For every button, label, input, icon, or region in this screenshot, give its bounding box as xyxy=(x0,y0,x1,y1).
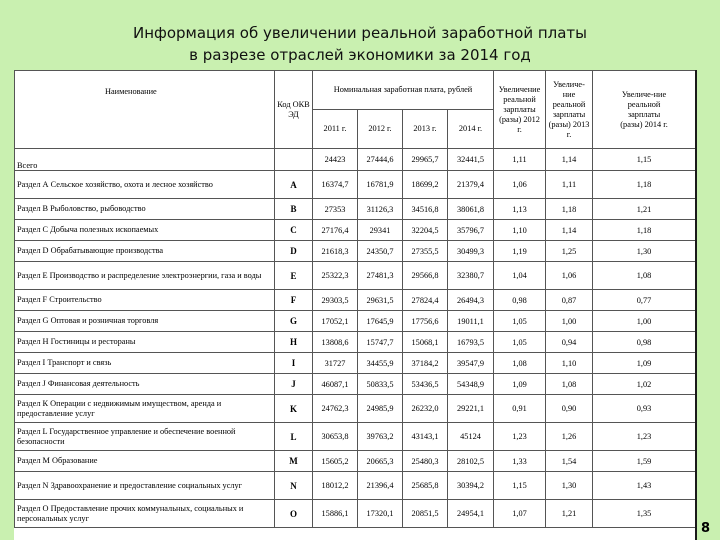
row-code: I xyxy=(275,353,313,374)
row-value: 1,30 xyxy=(593,241,695,262)
row-value: 30499,3 xyxy=(448,241,494,262)
row-value: 1,14 xyxy=(546,220,593,241)
row-value: 1,09 xyxy=(494,374,546,395)
row-value: 1,30 xyxy=(546,472,593,500)
row-name: Раздел I Транспорт и связь xyxy=(15,353,275,374)
row-value: 0,87 xyxy=(546,290,593,311)
row-value: 1,23 xyxy=(593,423,695,451)
row-name: Раздел Е Производство и распределение электроэнергии, газа и воды xyxy=(15,262,275,290)
header-name: Наименование xyxy=(15,71,275,149)
row-code: D xyxy=(275,241,313,262)
row-value: 39547,9 xyxy=(448,353,494,374)
row-value: 19011,1 xyxy=(448,311,494,332)
row-code: N xyxy=(275,472,313,500)
row-value: 27355,5 xyxy=(403,241,448,262)
row-value: 21618,3 xyxy=(313,241,358,262)
row-code: H xyxy=(275,332,313,353)
row-value: 1,59 xyxy=(593,451,695,472)
table-row xyxy=(15,500,696,528)
row-value: 0,94 xyxy=(546,332,593,353)
row-value: 29221,1 xyxy=(448,395,494,423)
row-value: 45124 xyxy=(448,423,494,451)
row-name: Раздел F Строительство xyxy=(15,290,275,311)
row-value: 21396,4 xyxy=(358,472,403,500)
row-value: 17756,6 xyxy=(403,311,448,332)
page-number: 8 xyxy=(700,521,710,536)
row-value: 30394,2 xyxy=(448,472,494,500)
table-row xyxy=(15,199,696,220)
table-container xyxy=(14,70,695,540)
header-growth-2013: Увеличе-ние реальной зарплаты (разы) 2013 г. xyxy=(546,71,593,149)
row-value: 1,21 xyxy=(593,199,695,220)
row-value: 15747,7 xyxy=(358,332,403,353)
row-value: 20665,3 xyxy=(358,451,403,472)
row-value: 1,06 xyxy=(546,262,593,290)
row-value: 1,10 xyxy=(494,220,546,241)
row-value: 39763,2 xyxy=(358,423,403,451)
header-year-2011: 2011 г. xyxy=(313,110,358,149)
table-body xyxy=(15,149,696,528)
row-value: 1,19 xyxy=(494,241,546,262)
row-value: 0,90 xyxy=(546,395,593,423)
row-name: Раздел J Финансовая деятельность xyxy=(15,374,275,395)
table-row xyxy=(15,220,696,241)
row-value: 0,98 xyxy=(494,290,546,311)
row-value: 29303,5 xyxy=(313,290,358,311)
row-value: 1,00 xyxy=(546,311,593,332)
table-row xyxy=(15,332,696,353)
row-value: 1,15 xyxy=(494,472,546,500)
row-value: 17320,1 xyxy=(358,500,403,528)
row-value: 1,43 xyxy=(593,472,695,500)
table-row xyxy=(15,472,696,500)
table-row xyxy=(15,423,696,451)
table-row xyxy=(15,374,696,395)
row-value: 1,04 xyxy=(494,262,546,290)
row-value: 17052,1 xyxy=(313,311,358,332)
row-value: 1,18 xyxy=(546,199,593,220)
row-value: 34516,8 xyxy=(403,199,448,220)
row-value: 17645,9 xyxy=(358,311,403,332)
header-code: Код ОКВ ЭД xyxy=(275,71,313,149)
row-value: 26494,3 xyxy=(448,290,494,311)
row-value: 31126,3 xyxy=(358,199,403,220)
row-value: 1,13 xyxy=(494,199,546,220)
row-value: 1,11 xyxy=(546,171,593,199)
row-value: 18012,2 xyxy=(313,472,358,500)
row-value: 1,35 xyxy=(593,500,695,528)
row-code: J xyxy=(275,374,313,395)
row-value: 0,93 xyxy=(593,395,695,423)
row-value: 1,05 xyxy=(494,311,546,332)
row-value: 26232,0 xyxy=(403,395,448,423)
row-value: 29631,5 xyxy=(358,290,403,311)
row-value: 25685,8 xyxy=(403,472,448,500)
table-row xyxy=(15,171,696,199)
row-name: Раздел D Обрабатывающие производства xyxy=(15,241,275,262)
row-name: Раздел Н Гостиницы и рестораны xyxy=(15,332,275,353)
row-value: 29965,7 xyxy=(403,149,448,171)
row-value: 16374,7 xyxy=(313,171,358,199)
table-row xyxy=(15,395,696,423)
row-value: 50833,5 xyxy=(358,374,403,395)
row-value: 24762,3 xyxy=(313,395,358,423)
row-value: 15068,1 xyxy=(403,332,448,353)
row-value: 18699,2 xyxy=(403,171,448,199)
row-value: 32441,5 xyxy=(448,149,494,171)
row-value: 29566,8 xyxy=(403,262,448,290)
row-value: 1,00 xyxy=(593,311,695,332)
row-name: Раздел С Добыча полезных ископаемых xyxy=(15,220,275,241)
table-row xyxy=(15,290,696,311)
header-growth-2014: Увеличе-ние реальной зарплаты (разы) 2014 г. xyxy=(593,71,695,149)
row-name: Раздел К Операции с недвижимым имуществом, аренда и предоставление услуг xyxy=(15,395,275,423)
row-value: 27353 xyxy=(313,199,358,220)
row-name: Раздел N Здравоохранение и предоставление социальных услуг xyxy=(15,472,275,500)
table-row xyxy=(15,311,696,332)
wage-table xyxy=(14,70,695,528)
row-value: 35796,7 xyxy=(448,220,494,241)
row-value: 1,23 xyxy=(494,423,546,451)
row-value: 38061,8 xyxy=(448,199,494,220)
row-value: 15605,2 xyxy=(313,451,358,472)
row-value: 1,14 xyxy=(546,149,593,171)
row-value: 1,05 xyxy=(494,332,546,353)
row-code xyxy=(275,149,313,171)
row-value: 32204,5 xyxy=(403,220,448,241)
row-value: 1,15 xyxy=(593,149,695,171)
row-value: 1,08 xyxy=(593,262,695,290)
row-value: 28102,5 xyxy=(448,451,494,472)
header-year-2013: 2013 г. xyxy=(403,110,448,149)
row-value: 1,06 xyxy=(494,171,546,199)
row-value: 21379,4 xyxy=(448,171,494,199)
row-value: 30653,8 xyxy=(313,423,358,451)
row-value: 1,18 xyxy=(593,171,695,199)
row-value: 0,91 xyxy=(494,395,546,423)
row-value: 0,77 xyxy=(593,290,695,311)
row-value: 0,98 xyxy=(593,332,695,353)
row-name: Раздел G Оптовая и розничная торговля xyxy=(15,311,275,332)
row-code: O xyxy=(275,500,313,528)
row-value: 27824,4 xyxy=(403,290,448,311)
row-value: 24954,1 xyxy=(448,500,494,528)
row-value: 43143,1 xyxy=(403,423,448,451)
row-name: Раздел О Предоставление прочих коммунальных, социальных и персональных услуг xyxy=(15,500,275,528)
row-name: Раздел М Образование xyxy=(15,451,275,472)
row-value: 15886,1 xyxy=(313,500,358,528)
row-code: E xyxy=(275,262,313,290)
row-value: 16781,9 xyxy=(358,171,403,199)
header-year-2012: 2012 г. xyxy=(358,110,403,149)
row-value: 1,07 xyxy=(494,500,546,528)
row-value: 1,26 xyxy=(546,423,593,451)
row-value: 20851,5 xyxy=(403,500,448,528)
title-line-2: в разрезе отраслей экономики за 2014 год xyxy=(189,46,531,64)
row-value: 54348,9 xyxy=(448,374,494,395)
row-value: 31727 xyxy=(313,353,358,374)
row-value: 25322,3 xyxy=(313,262,358,290)
row-name: Всего xyxy=(15,149,275,171)
row-value: 1,09 xyxy=(593,353,695,374)
row-code: F xyxy=(275,290,313,311)
row-value: 32380,7 xyxy=(448,262,494,290)
right-edge-bar xyxy=(695,70,697,540)
row-code: A xyxy=(275,171,313,199)
table-row xyxy=(15,149,696,171)
row-value: 1,10 xyxy=(546,353,593,374)
row-value: 1,18 xyxy=(593,220,695,241)
table-row xyxy=(15,353,696,374)
row-value: 16793,5 xyxy=(448,332,494,353)
row-value: 1,33 xyxy=(494,451,546,472)
table-row xyxy=(15,451,696,472)
row-name: Раздел А Сельское хозяйство, охота и лесное хозяйство xyxy=(15,171,275,199)
row-value: 1,08 xyxy=(494,353,546,374)
row-value: 1,02 xyxy=(593,374,695,395)
row-value: 13808,6 xyxy=(313,332,358,353)
row-value: 29341 xyxy=(358,220,403,241)
header-nominal: Номинальная заработная плата, рублей xyxy=(313,71,494,110)
row-value: 46087,1 xyxy=(313,374,358,395)
row-value: 25480,3 xyxy=(403,451,448,472)
header-growth-2012: Увеличение реальной зарплаты (разы) 2012 г. xyxy=(494,71,546,149)
title-line-1: Информация об увеличении реальной заработной платы xyxy=(132,24,588,42)
row-value: 1,54 xyxy=(546,451,593,472)
row-value: 1,25 xyxy=(546,241,593,262)
row-code: M xyxy=(275,451,313,472)
row-value: 27176,4 xyxy=(313,220,358,241)
row-name: Раздел В Рыболовство, рыбоводство xyxy=(15,199,275,220)
page-title xyxy=(0,22,720,66)
row-value: 34455,9 xyxy=(358,353,403,374)
row-code: B xyxy=(275,199,313,220)
row-value: 1,21 xyxy=(546,500,593,528)
row-value: 53436,5 xyxy=(403,374,448,395)
row-value: 37184,2 xyxy=(403,353,448,374)
row-value: 24350,7 xyxy=(358,241,403,262)
row-value: 24423 xyxy=(313,149,358,171)
row-value: 27444,6 xyxy=(358,149,403,171)
row-value: 27481,3 xyxy=(358,262,403,290)
row-name: Раздел L Государственное управление и обеспечение военной безопасности xyxy=(15,423,275,451)
row-code: G xyxy=(275,311,313,332)
row-code: C xyxy=(275,220,313,241)
table-row xyxy=(15,241,696,262)
table-row xyxy=(15,262,696,290)
row-value: 1,11 xyxy=(494,149,546,171)
row-code: L xyxy=(275,423,313,451)
header-year-2014: 2014 г. xyxy=(448,110,494,149)
row-code: K xyxy=(275,395,313,423)
row-value: 1,08 xyxy=(546,374,593,395)
row-value: 24985,9 xyxy=(358,395,403,423)
